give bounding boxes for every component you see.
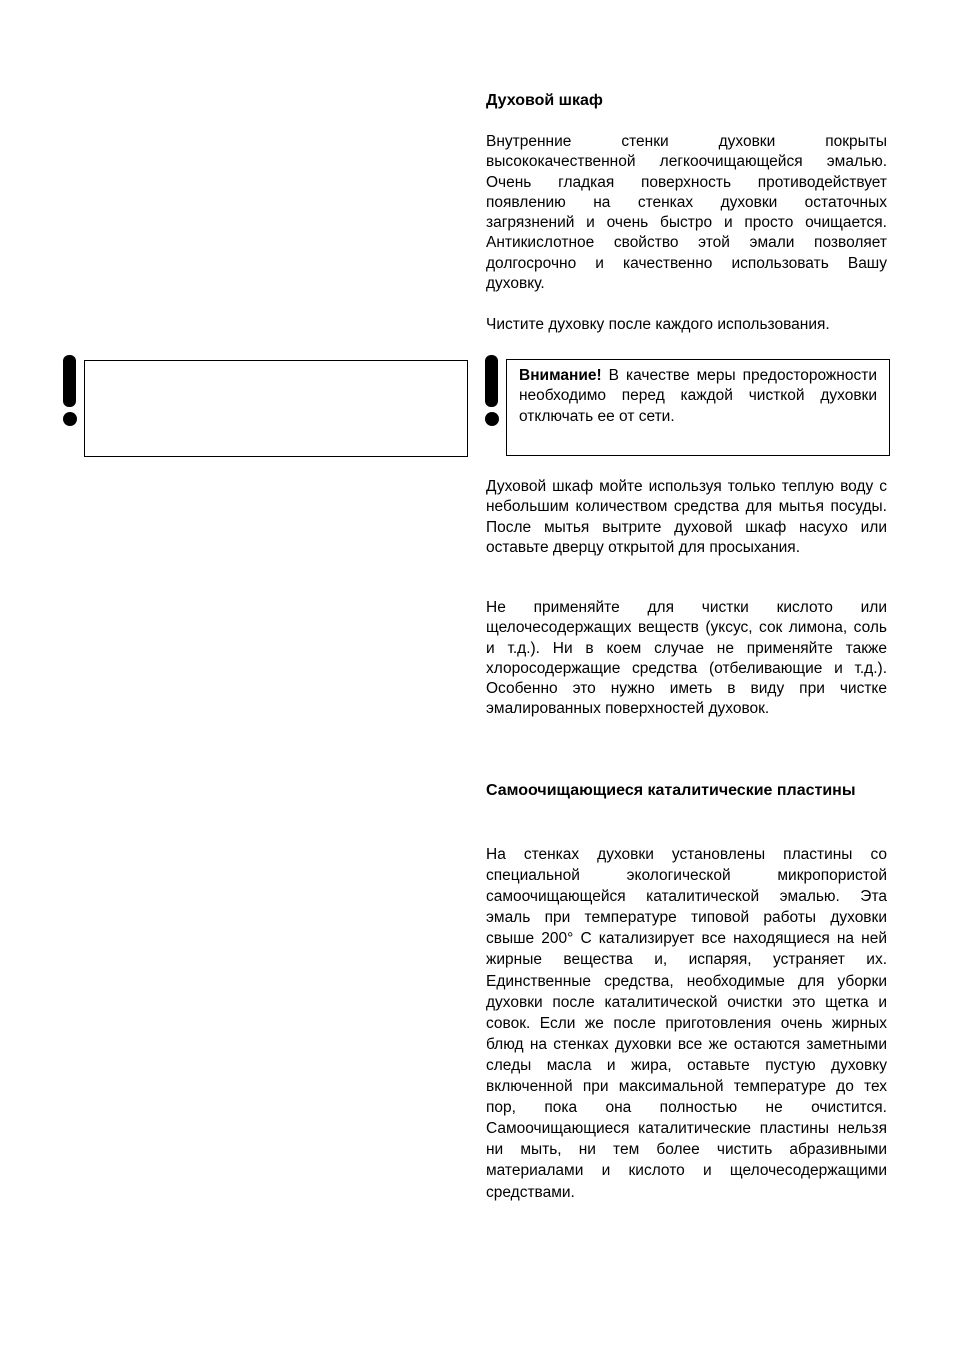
- warning-text: В качестве меры предосторожности необходимо перед каждой чисткой духовки отключать ее от сети.: [519, 367, 877, 425]
- oven-paragraph-3: Духовой шкаф мойте используя только теплую воду с небольшим количеством средства для мытья посуды. После мытья вытрите духовой шкаф насухо или оставьте дверцу открытой для просыхания.: [486, 478, 887, 556]
- catalytic-paragraph-1: На стенках духовки установлены пластины со специальной экологической микропористой самоочищающейся каталитической эмалью. Эта эмаль при температуре типовой работы духовки свыше 200° С катализирует все находящиеся на ней жирные вещества и, испаряя, устраняет их. Единственные средства, необходимые для уборки духовки после каталитической очистки это щетка и совок. Если же после приготовления очень жирных блюд на стенках духовки все же остаются заметными следы масла и жира, оставьте пустую духовку включенной при максимальной температуре до тех пор, пока она полностью не очистится. Самоочищающиеся каталитические пластины нельзя ни мыть, ни тем более чистить абразивными материалами и кислото и щелочесодержащими средствами.: [486, 846, 887, 1201]
- warning-label: Внимание!: [519, 367, 602, 384]
- empty-warning-box: [84, 360, 468, 457]
- oven-section-title: Духовой шкаф: [486, 92, 603, 109]
- catalytic-section-title: Самоочищающиеся каталитические пластины: [486, 782, 856, 799]
- oven-paragraph-1: Внутренние стенки духовки покрыты высококачественной легкоочищающейся эмалью. Очень гладкая поверхность противодействует появлению на стенках духовки остаточных загрязнений и очень быстро и просто очищается. Антикислотное свойство этой эмали позволяет долгосрочно и качественно использовать Вашу духовку.: [486, 133, 887, 293]
- oven-paragraph-2: Чистите духовку после каждого использования.: [486, 316, 830, 333]
- oven-paragraph-4: Не применяйте для чистки кислото или щелочесодержащих веществ (уксус, сок лимона, соль и т.д.). Ни в коем случае не применяйте также хлоросодержащие средства (отбеливающие и т.д.). Особенно это нужно иметь в виду при чистке эмалированных поверхностей духовок.: [486, 599, 887, 718]
- warning-content: [519, 366, 877, 427]
- warning-box: [506, 359, 890, 456]
